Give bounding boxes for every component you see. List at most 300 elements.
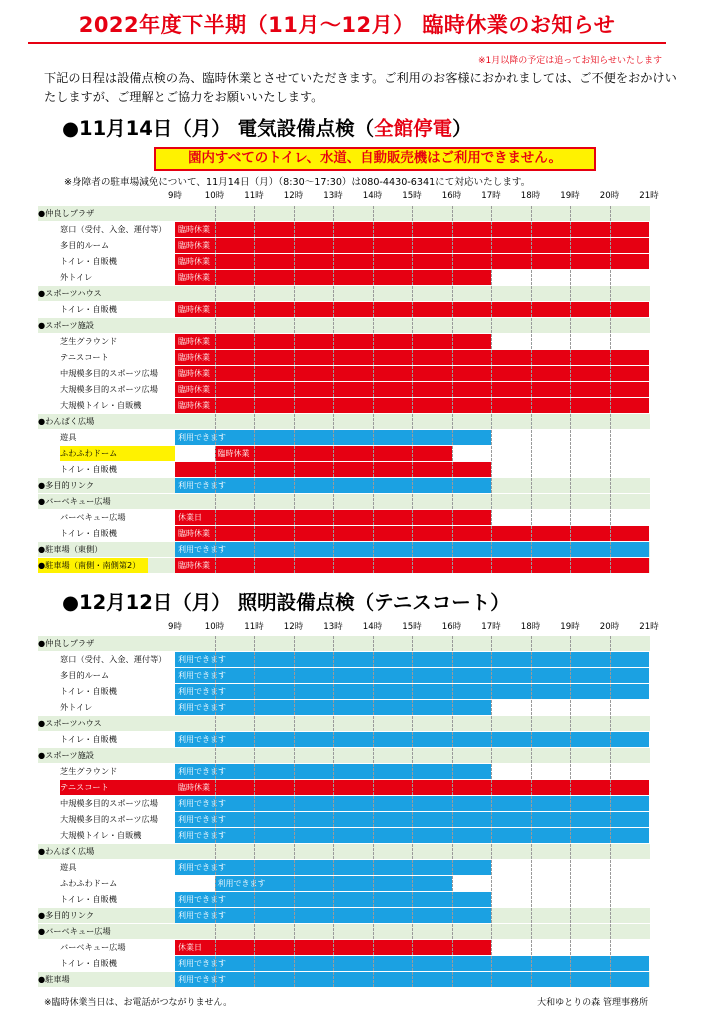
hour-gridline [452,350,453,365]
hour-gridline [333,254,334,269]
hour-gridline [491,350,492,365]
hour-gridline [254,318,255,333]
hour-gridline [254,366,255,381]
hour-gridline [531,526,532,541]
hour-gridline [452,510,453,525]
hour-gridline [491,764,492,779]
hour-gridline [491,908,492,923]
hour-gridline [215,238,216,253]
hour-gridline [373,334,374,349]
hour-label: 16時 [441,191,462,201]
hour-gridline [491,318,492,333]
facility-label: 中規模多目的スポーツ広場 [60,798,158,808]
hour-gridline [373,526,374,541]
hour-gridline [294,286,295,301]
hour-gridline [373,940,374,955]
facility-label: トイレ・自販機 [60,256,117,266]
hour-gridline [254,972,255,987]
facility-label: 外トイレ [60,272,93,282]
hour-gridline [531,350,532,365]
bar-text: 利用できます [178,655,226,664]
hour-gridline [452,526,453,541]
hour-gridline [610,478,611,493]
hour-gridline [412,414,413,429]
hour-gridline [610,254,611,269]
bar-text: 利用できます [178,911,226,920]
hour-gridline [373,558,374,573]
category-row [38,318,650,334]
hour-gridline [412,924,413,939]
hour-gridline [491,748,492,763]
hour-gridline [531,764,532,779]
hour-gridline [570,828,571,843]
bar-text: 利用できます [178,735,226,744]
hour-gridline [491,652,492,667]
time-grid [175,780,650,795]
hour-gridline [412,860,413,875]
section1-title-main: ●11月14日（月） 電気設備点検（ [62,117,375,140]
category-label: ●駐車場 [38,974,70,984]
facility-label: 多目的ルーム [60,240,110,250]
hour-gridline [333,238,334,253]
bar-text: 利用できます [217,879,266,888]
hour-gridline [294,542,295,557]
hour-gridline [412,334,413,349]
hour-gridline [215,636,216,651]
bar-text: 臨時休業 [178,783,210,792]
hour-gridline [254,526,255,541]
time-grid [175,334,650,349]
hour-gridline [333,222,334,237]
facility-label: トイレ・自販機 [60,464,117,474]
time-grid [175,414,650,429]
hour-gridline [373,286,374,301]
facility-label: 大規模トイレ・自販機 [60,830,142,840]
hour-gridline [610,462,611,477]
facility-row [38,780,650,796]
hour-gridline [254,398,255,413]
hour-gridline [452,478,453,493]
section1-notice: 園内すべてのトイレ、水道、自動販売機はご利用できません。 [154,147,596,171]
hour-gridline [610,558,611,573]
hour-gridline [254,828,255,843]
hour-gridline [294,510,295,525]
facility-label: ふわふわドーム [60,878,118,888]
hour-gridline [294,206,295,221]
facility-label: テニスコート [60,780,175,795]
facility-label: 大規模多目的スポーツ広場 [60,384,158,394]
hour-gridline [254,636,255,651]
hour-gridline [373,270,374,285]
hour-gridline [254,908,255,923]
time-grid [175,652,650,667]
hour-gridline [373,700,374,715]
hour-gridline [412,652,413,667]
hour-gridline [610,430,611,445]
bar-text: 利用できます [178,687,226,696]
hour-gridline [373,732,374,747]
hour-gridline [491,270,492,285]
facility-label: トイレ・自販機 [60,304,117,314]
time-grid [175,876,650,891]
hour-gridline [373,206,374,221]
hour-gridline [333,398,334,413]
section1-title-end: ） [452,117,472,140]
hour-gridline [610,684,611,699]
hour-gridline [570,796,571,811]
hour-gridline [452,652,453,667]
hour-gridline [412,908,413,923]
hour-label: 18時 [520,622,541,632]
hour-gridline [610,716,611,731]
hour-gridline [570,302,571,317]
hour-gridline [570,494,571,509]
time-grid [175,494,650,509]
facility-label: トイレ・自販機 [60,734,117,744]
hour-gridline [215,382,216,397]
hour-gridline [215,414,216,429]
time-grid [175,366,650,381]
page-title: 2022年度下半期（11月～12月） 臨時休業のお知らせ [78,13,616,37]
hour-gridline [215,494,216,509]
hour-gridline [531,446,532,461]
hour-gridline [452,796,453,811]
hour-gridline [610,844,611,859]
hour-gridline [333,366,334,381]
hour-gridline [412,892,413,907]
bar-text: 臨時休業 [178,337,210,346]
hour-gridline [570,844,571,859]
hour-gridline [294,924,295,939]
hour-gridline [531,462,532,477]
hour-gridline [531,302,532,317]
facility-row [38,828,650,844]
time-grid [175,812,650,827]
hour-gridline [412,318,413,333]
hour-gridline [570,270,571,285]
hour-gridline [333,684,334,699]
category-label: ●スポーツハウス [38,718,102,728]
hour-gridline [531,844,532,859]
hour-label: 9時 [167,622,183,632]
hour-gridline [531,908,532,923]
hour-gridline [412,366,413,381]
time-grid [175,700,650,715]
section2-hour-axis [0,620,724,632]
hour-gridline [254,796,255,811]
time-grid [175,286,650,301]
hour-gridline [373,684,374,699]
hour-label: 19時 [560,622,580,632]
facility-row [38,764,650,780]
hour-gridline [570,876,571,891]
time-grid [175,668,650,683]
hour-gridline [412,510,413,525]
hour-gridline [254,764,255,779]
hour-gridline [412,732,413,747]
hour-gridline [254,732,255,747]
hour-gridline [294,430,295,445]
hour-gridline [254,956,255,971]
hour-gridline [531,414,532,429]
hour-gridline [333,206,334,221]
section1-sub-note: ※身障者の駐車場減免について、11月14日（月）（8:30～17:30）は080-4430-6341にて対応いたします。 [64,177,531,188]
hour-gridline [412,876,413,891]
hour-label: 15時 [402,622,422,632]
hour-gridline [412,478,413,493]
hour-gridline [452,700,453,715]
hour-gridline [254,716,255,731]
hour-gridline [491,684,492,699]
hour-gridline [610,940,611,955]
hour-gridline [333,494,334,509]
hour-gridline [452,446,453,461]
hour-gridline [254,462,255,477]
hour-gridline [610,636,611,651]
hour-gridline [452,956,453,971]
hour-gridline [491,366,492,381]
time-grid [175,526,650,541]
category-row [38,494,650,510]
hour-gridline [531,956,532,971]
hour-gridline [373,796,374,811]
time-grid [175,318,650,333]
bar-text: 臨時休業 [178,385,210,394]
hour-gridline [452,542,453,557]
category-row [38,908,650,924]
hour-gridline [333,668,334,683]
hour-gridline [215,780,216,795]
hour-gridline [491,542,492,557]
hour-gridline [452,668,453,683]
time-grid [175,940,650,955]
category-row [38,844,650,860]
hour-gridline [294,636,295,651]
hour-gridline [412,222,413,237]
time-grid [175,684,650,699]
hour-gridline [215,764,216,779]
facility-row [38,222,650,238]
hour-gridline [610,494,611,509]
hour-gridline [294,748,295,763]
hour-gridline [412,430,413,445]
facility-row [38,956,650,972]
hour-gridline [452,270,453,285]
facility-row [38,430,650,446]
hour-gridline [610,700,611,715]
hour-gridline [531,382,532,397]
hour-gridline [254,254,255,269]
hour-gridline [491,430,492,445]
hour-gridline [215,844,216,859]
category-row [38,972,650,988]
hour-gridline [254,860,255,875]
time-grid [175,748,650,763]
hour-gridline [254,876,255,891]
hour-gridline [373,876,374,891]
bar-text: 臨時休業 [178,225,210,234]
hour-gridline [333,828,334,843]
hour-label: 11時 [244,622,264,632]
hour-gridline [215,430,216,445]
hour-gridline [452,684,453,699]
hour-gridline [452,924,453,939]
hour-gridline [452,254,453,269]
facility-row [38,940,650,956]
category-row [38,924,650,940]
hour-label: 16時 [441,622,462,632]
hour-gridline [570,462,571,477]
hour-gridline [373,668,374,683]
hour-gridline [294,684,295,699]
hour-gridline [333,972,334,987]
hour-gridline [491,462,492,477]
hour-gridline [215,206,216,221]
hour-gridline [333,652,334,667]
hour-gridline [491,494,492,509]
hour-gridline [333,780,334,795]
hour-gridline [491,526,492,541]
facility-row [38,526,650,542]
hour-gridline [491,892,492,907]
bar-text: 臨時休業 [178,305,210,314]
hour-label: 20時 [599,191,620,201]
hour-gridline [610,366,611,381]
hour-gridline [452,414,453,429]
hour-gridline [531,940,532,955]
hour-gridline [610,780,611,795]
hour-gridline [294,860,295,875]
hour-gridline [294,908,295,923]
hour-gridline [294,796,295,811]
hour-gridline [412,716,413,731]
facility-row [38,812,650,828]
time-grid [175,732,650,747]
hour-gridline [491,716,492,731]
hour-label: 9時 [167,191,183,201]
hour-gridline [294,700,295,715]
hour-gridline [610,908,611,923]
hour-gridline [373,254,374,269]
bar-text: 休業日 [178,513,202,522]
hour-gridline [333,302,334,317]
facility-row [38,732,650,748]
hour-gridline [412,446,413,461]
time-grid [175,924,650,939]
hour-gridline [333,318,334,333]
time-grid [175,764,650,779]
hour-gridline [215,318,216,333]
facility-label: 中規模多目的スポーツ広場 [60,368,158,378]
hour-gridline [491,414,492,429]
title-banner [28,10,666,44]
hour-gridline [452,828,453,843]
hour-gridline [452,206,453,221]
hour-gridline [254,446,255,461]
hour-gridline [254,684,255,699]
hour-gridline [491,238,492,253]
hour-gridline [294,302,295,317]
hour-gridline [610,510,611,525]
time-grid [175,558,650,573]
hour-gridline [491,668,492,683]
hour-gridline [294,382,295,397]
hour-gridline [412,382,413,397]
hour-gridline [491,206,492,221]
facility-label: 芝生グラウンド [60,766,118,776]
bar-text: 利用できます [178,815,226,824]
facility-label: 遊具 [60,862,77,872]
hour-gridline [294,764,295,779]
hour-gridline [531,542,532,557]
hour-gridline [570,684,571,699]
facility-row [38,652,650,668]
hour-gridline [373,780,374,795]
hour-gridline [412,302,413,317]
hour-gridline [412,494,413,509]
hour-gridline [215,366,216,381]
hour-gridline [452,430,453,445]
hour-gridline [610,302,611,317]
hour-gridline [570,780,571,795]
hour-gridline [333,860,334,875]
category-label: ●仲良しプラザ [38,638,95,648]
facility-label: トイレ・自販機 [60,686,117,696]
hour-gridline [570,334,571,349]
hour-gridline [215,668,216,683]
hour-gridline [254,924,255,939]
category-row [38,286,650,302]
hour-gridline [570,652,571,667]
hour-gridline [294,350,295,365]
hour-gridline [491,860,492,875]
hour-gridline [491,636,492,651]
hour-gridline [491,254,492,269]
hour-gridline [491,844,492,859]
section1-hour-axis [0,189,724,201]
hour-gridline [333,414,334,429]
hour-gridline [412,398,413,413]
hour-gridline [373,510,374,525]
hour-gridline [452,908,453,923]
hour-gridline [531,238,532,253]
hour-gridline [254,414,255,429]
hour-gridline [570,748,571,763]
hour-gridline [570,558,571,573]
hour-gridline [412,972,413,987]
hour-gridline [531,206,532,221]
hour-gridline [531,972,532,987]
hour-gridline [254,510,255,525]
time-grid [175,636,650,651]
hour-gridline [294,844,295,859]
hour-gridline [333,286,334,301]
time-grid [175,860,650,875]
hour-gridline [373,716,374,731]
hour-gridline [215,652,216,667]
hour-gridline [215,796,216,811]
hour-gridline [333,716,334,731]
hour-gridline [294,892,295,907]
category-label: ●スポーツ施設 [38,320,94,330]
facility-label: トイレ・自販機 [60,958,117,968]
hour-gridline [254,558,255,573]
hour-gridline [294,972,295,987]
hour-gridline [294,334,295,349]
hour-gridline [412,668,413,683]
facility-label: バーベキュー広場 [60,942,126,952]
hour-gridline [452,876,453,891]
